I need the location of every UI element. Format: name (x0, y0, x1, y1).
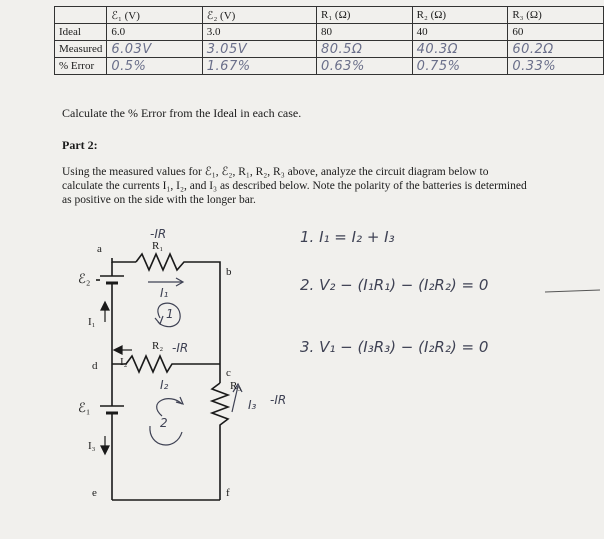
table-header-cell: R₁ (Ω) (317, 7, 413, 24)
table-cell-handwritten: 6.03V (107, 41, 202, 58)
node-label-c: c (226, 367, 231, 379)
loop1-current-note: I₁ (160, 286, 169, 300)
table-header-cell: ℰ₂ (V) (202, 7, 316, 24)
node-label-d: d (92, 360, 98, 372)
table-cell: 40 (412, 24, 508, 41)
table-cell-handwritten: 1.67% (202, 58, 316, 75)
node-label-b: b (226, 266, 232, 278)
instruction-text: Calculate the % Error from the Ideal in each case. (62, 106, 302, 120)
battery-label-e2: ℰ₂ (78, 271, 91, 286)
table-cell-handwritten: 80.5Ω (317, 41, 413, 58)
table-cell: 80 (317, 24, 413, 41)
table-cell: 6.0 (107, 24, 202, 41)
row-label: Ideal (55, 24, 107, 41)
resistor-label-r1: R₁ (152, 240, 164, 252)
row-label: Measured (55, 41, 107, 58)
r3-ir-note: -IR (270, 393, 287, 407)
current-label-i2: I₂ (120, 356, 128, 368)
table-cell: 60 (508, 24, 604, 41)
table-cell: 3.0 (202, 24, 316, 41)
loop1-number: 1 (166, 307, 174, 321)
current-label-i3: I₃ (88, 440, 96, 452)
table-header-cell: R₃ (Ω) (508, 7, 604, 24)
resistor-label-r3: R₃ (230, 380, 242, 392)
r2-ir-note: -IR (172, 341, 189, 355)
table-cell-handwritten: 0.33% (508, 58, 604, 75)
table-cell-handwritten: 0.75% (412, 58, 508, 75)
equation-1: 1. I₁ = I₂ + I₃ (300, 228, 395, 246)
instructions-paragraph: Using the measured values for ℰ₁, ℰ₂, R₁, R₂, R₃ above, analyze the circuit diagram below to calculate the currents I₁, I₂, and I₃ as described below. Note the polarity of the batteries is determined as positive on the side with the longer bar. (62, 166, 527, 206)
table-header-cell: ℰ₁ (V) (107, 7, 202, 24)
loop2-number: 2 (160, 416, 168, 430)
equation-3: 3. V₁ − (I₃R₃) − (I₂R₂) = 0 (300, 338, 489, 356)
node-label-a: a (97, 243, 102, 255)
table-cell-handwritten: 0.63% (317, 58, 413, 75)
current-label-i1: I₁ (88, 316, 96, 328)
battery-label-e1: ℰ₁ (78, 400, 91, 415)
node-label-f: f (226, 487, 230, 499)
equation-2: 2. V₂ − (I₁R₁) − (I₂R₂) = 0 (300, 276, 489, 294)
table-cell-handwritten: 3.05V (202, 41, 316, 58)
r1-ir-note: -IR (150, 227, 167, 241)
table-cell-handwritten: 0.5% (107, 58, 202, 75)
r3-current-note: I₃ (248, 398, 257, 412)
table-header-cell: R₂ (Ω) (412, 7, 508, 24)
node-label-e: e (92, 487, 97, 499)
table-cell-handwritten: 40.3Ω (412, 41, 508, 58)
loop2-current-note: I₂ (160, 378, 169, 392)
resistor-label-r2: R₂ (152, 340, 164, 352)
row-label: % Error (55, 58, 107, 75)
part-title: Part 2: (62, 138, 98, 152)
table-cell-handwritten: 60.2Ω (508, 41, 604, 58)
